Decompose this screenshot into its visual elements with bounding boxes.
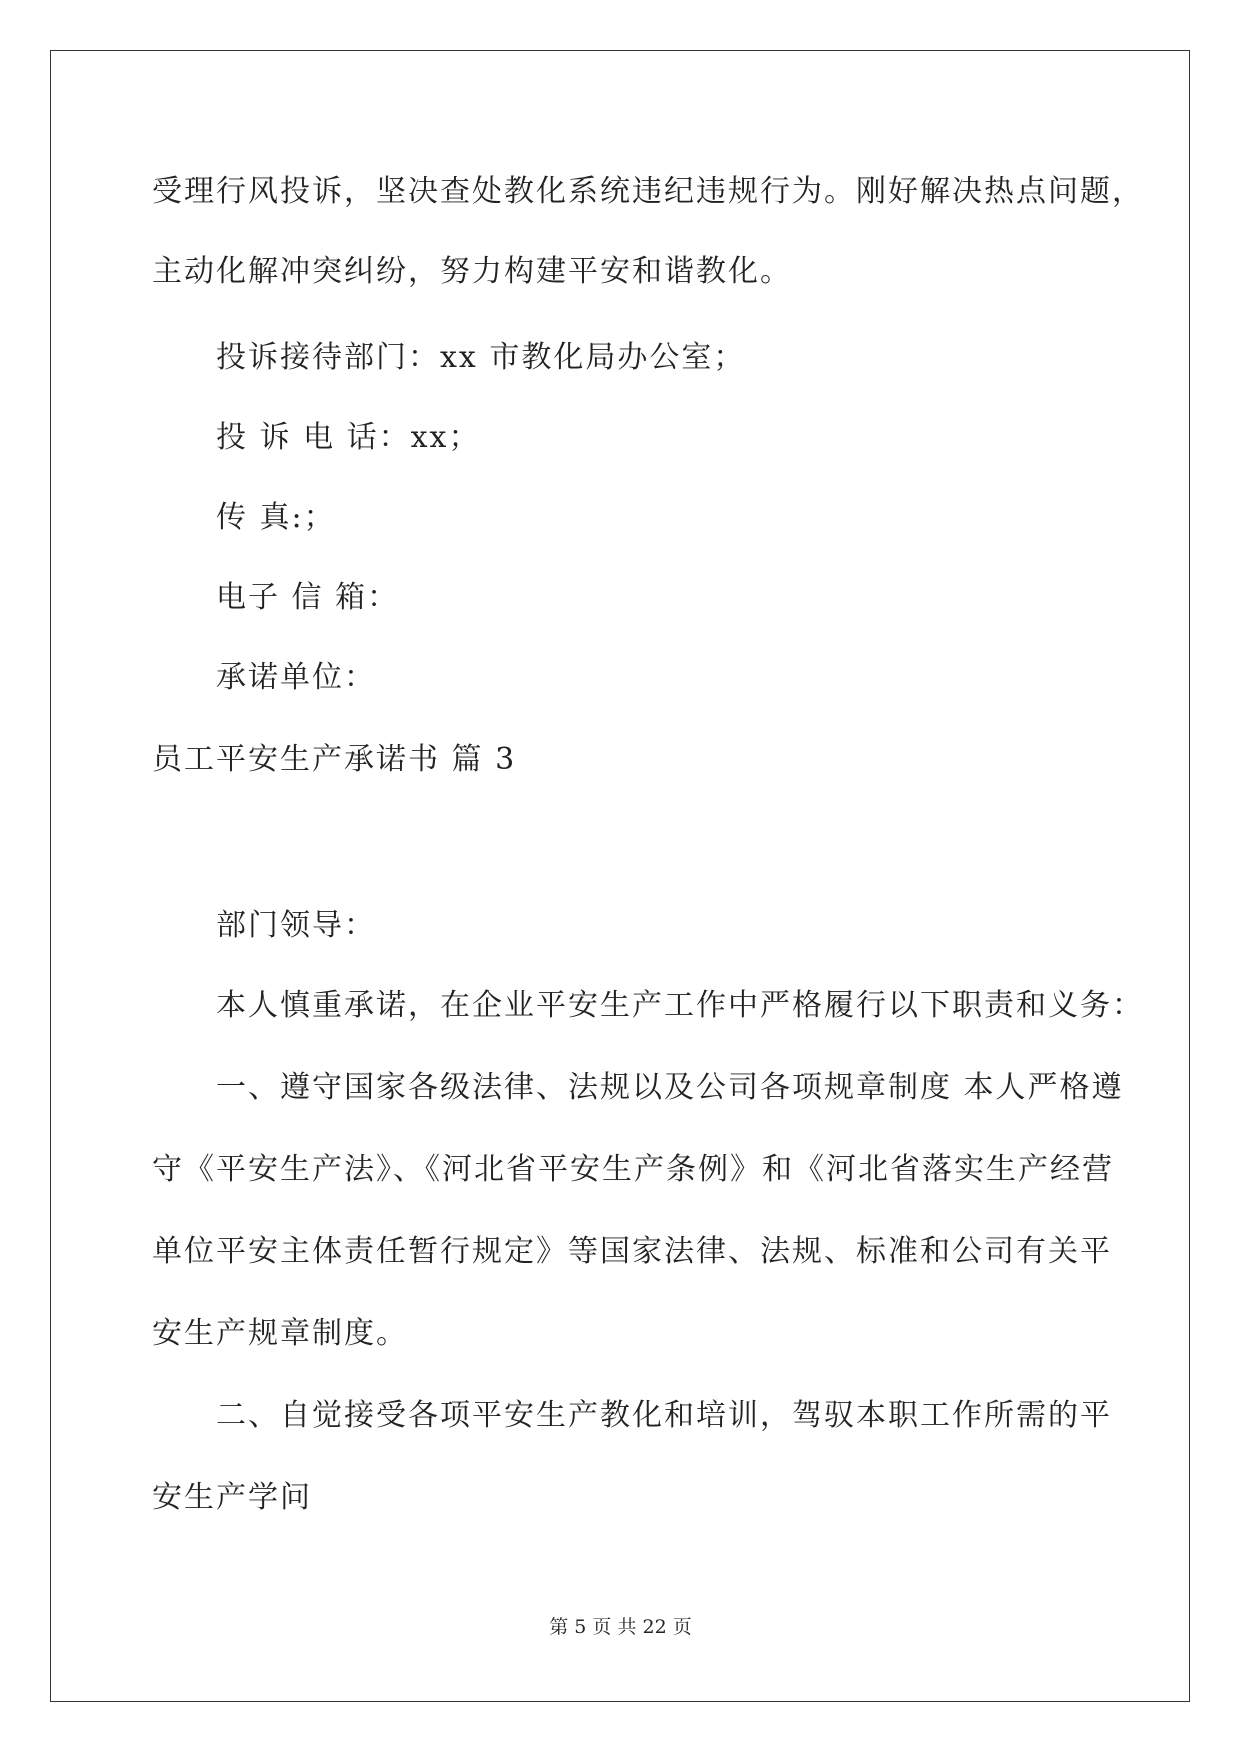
body-line: 安生产规章制度。	[152, 1316, 408, 1351]
complaint-phone-line: 投 诉 电 话：xx；	[216, 420, 481, 455]
body-line: 一、遵守国家各级法律、法规以及公司各项规章制度 本人严格遵	[216, 1070, 1124, 1105]
body-line: 安生产学问	[152, 1480, 312, 1515]
page-number-footer: 第 5 页 共 22 页	[549, 1616, 692, 1638]
fax-line: 传 真:；	[216, 500, 336, 535]
page-border	[50, 50, 1190, 1702]
body-line: 二、自觉接受各项平安生产教化和培训，驾驭本职工作所需的平	[216, 1398, 1112, 1433]
email-line: 电子 信 箱：	[216, 580, 400, 615]
salutation: 部门领导：	[216, 908, 376, 943]
body-line: 守《平安生产法》、《河北省平安生产条例》和《河北省落实生产经营	[152, 1152, 1114, 1187]
body-line: 受理行风投诉，坚决查处教化系统违纪违规行为。刚好解决热点问题，	[152, 174, 1144, 209]
body-line: 本人慎重承诺，在企业平安生产工作中严格履行以下职责和义务：	[216, 988, 1144, 1023]
pledging-unit-line: 承诺单位：	[216, 660, 376, 695]
body-line: 单位平安主体责任暂行规定》等国家法律、法规、标准和公司有关平	[152, 1234, 1112, 1269]
section-title: 员工平安生产承诺书 篇 3	[152, 742, 517, 777]
body-line: 主动化解冲突纠纷，努力构建平安和谐教化。	[152, 254, 792, 289]
complaint-department-line: 投诉接待部门：xx 市教化局办公室；	[216, 340, 746, 375]
